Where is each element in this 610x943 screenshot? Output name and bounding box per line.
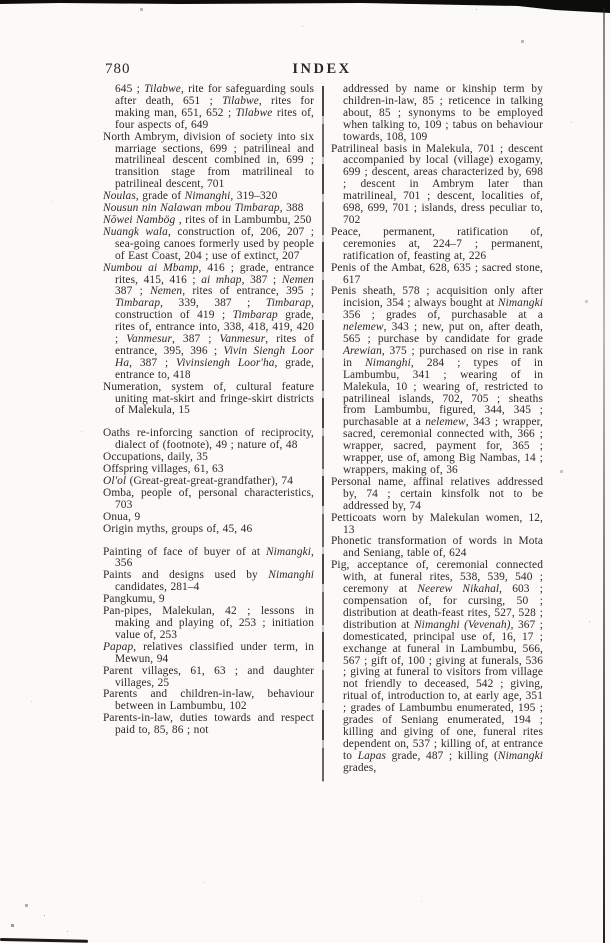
entry-term-italic: Nimanghi xyxy=(268,569,314,582)
entry-text: , relatives classified under term, in Mewun, 94 xyxy=(115,640,314,665)
entry-text: Penis of the Ambat, 628, 635 ; sacred stone, 617 xyxy=(331,261,543,286)
index-right-column xyxy=(331,84,543,775)
entry-term-italic: Timbarap xyxy=(232,309,278,322)
entry-text: grades, xyxy=(343,761,377,774)
index-entry xyxy=(103,547,314,571)
entry-text: , 387 ; xyxy=(129,356,177,369)
entry-term-italic: Nimangki xyxy=(497,749,543,762)
entry-text: rites of, four aspects of, 649 xyxy=(115,106,314,131)
entry-text: North Ambrym, division of society into six marriage sections, 699 ; patrilineal and matrilineal descent combined in, 699 ; transition stage from matrilineal to patrilineal descent, 701 xyxy=(103,130,314,191)
entry-text: Patrilineal basis in Malekula, 701 ; descent accompanied by local (village) exogamy, 699 ; descent, areas characterized by, 698 ; descent in Ambrym later than matrilineal, 701 ; descent, localities of, 698, 699, 701 ; islands, dress peculiar to, 702 xyxy=(331,142,543,226)
index-entry xyxy=(103,524,314,536)
index-entry xyxy=(331,263,543,287)
entry-text: Parent villages, 61, 63 ; and daughter villages, 25 xyxy=(103,664,314,689)
entry-term-italic: Lapas xyxy=(357,749,387,762)
index-entry xyxy=(331,84,543,144)
entry-text: Origin myths, groups of, 45, 46 xyxy=(103,522,253,535)
entry-text: Parents and children-in-law, behaviour between in Lambumbu, 102 xyxy=(103,688,314,713)
entry-term-italic: nelemew xyxy=(343,321,384,334)
index-entry xyxy=(103,689,314,713)
entry-text: Parents-in-law, duties towards and respect paid to, 85, 86 ; not xyxy=(103,712,314,737)
index-entry xyxy=(103,428,314,452)
entry-text: , rites of in Lambumbu, 250 xyxy=(175,213,312,226)
entry-text: candidates, 281–4 xyxy=(115,581,200,594)
entry-text: , rites of entrance, 395 ; xyxy=(182,285,314,298)
entry-term-italic: Nousun nin Nalawan mbou Timbarap xyxy=(103,202,280,215)
entry-term-italic: Vivinsiengh Loor'ha xyxy=(176,356,275,369)
entry-text: Phonetic transformation of words in Mota and Seniang, table of, 624 xyxy=(331,535,543,560)
entry-text: Petticoats worn by Malekulan women, 12, 13 xyxy=(331,511,543,536)
entry-text: , 603 ; compensation of, for cursing, 50 ; distribution at death-feast rites, 527, 528 ; distribution at xyxy=(343,583,543,631)
entry-text: , 388 xyxy=(279,202,304,215)
entry-text: Personal name, affinal relatives addressed by, 74 ; certain kinsfolk not to be addressed by, 74 xyxy=(331,475,543,512)
index-entry xyxy=(103,382,314,418)
entry-text: 645 ; xyxy=(115,83,145,95)
entry-term-italic: Numbou ai Mbamp xyxy=(103,261,199,274)
page-number: 780 xyxy=(105,61,131,77)
entry-text: Paints and designs used by xyxy=(103,569,269,582)
entry-text: , grade, entrance to, 418 xyxy=(115,356,315,381)
entry-text: , 375 ; purchased on rise in rank in xyxy=(343,344,543,369)
scan-edge-top-artifact xyxy=(0,0,610,14)
entry-text: , rites for making man, 651, 652 ; xyxy=(115,94,314,119)
entry-term-italic: ai mhap xyxy=(201,273,242,286)
entry-term-italic: Tilabwe xyxy=(222,94,259,107)
entry-term-italic: Nimangki xyxy=(265,545,312,558)
header-title: INDEX xyxy=(292,61,352,77)
entry-text: , rite for safeguarding souls after death, 651 ; xyxy=(115,83,314,107)
entry-text: , 387 ; xyxy=(241,273,282,286)
index-entry xyxy=(103,642,314,666)
entry-text: , construction of 419 ; xyxy=(115,297,314,322)
index-entry xyxy=(103,570,314,594)
entry-text: (Great-great-great-grandfather), 74 xyxy=(126,475,294,487)
entry-text: Pig, acceptance of, ceremonial connected with, at funeral rites, 538, 539, 540 ; ceremony at xyxy=(331,559,543,596)
entry-text: , grade of xyxy=(135,190,185,203)
entry-term-italic: Tilabwe xyxy=(144,83,181,95)
entry-term-italic: Nimanghi xyxy=(184,190,231,203)
index-entry xyxy=(103,263,314,382)
entry-term-italic: Nemen xyxy=(281,273,314,286)
scan-noise-specks xyxy=(0,0,1,1)
scan-edge-right-artifact xyxy=(603,8,605,943)
entry-term-italic: Tilabwe xyxy=(235,106,273,119)
index-entry xyxy=(331,513,543,537)
entry-text: , 356 xyxy=(115,545,314,570)
index-entry xyxy=(331,144,543,227)
entry-text: grade, rites of, entrance into, 338, 418, 419, 420 ; xyxy=(115,309,314,346)
entry-text: Peace, permanent, ratification of, ceremonies at, 224–7 ; permanent, ratification of, feasting at, 226 xyxy=(331,225,543,262)
entry-term-italic: Nimanghi (Vevenah) xyxy=(413,618,511,631)
index-left-column xyxy=(103,84,314,737)
entry-text: , 343 ; wrapper, sacred, ceremonial connected with, 366 ; wrapper, sacred, payment for, 365 ; wrapper, use of, among Big Nambas, 14 ; wrappers, making of, 36 xyxy=(343,416,543,476)
index-entry xyxy=(103,713,314,737)
entry-text: , 367 ; domesticated, principal use of, 16, 17 ; exchange at funeral in Lambumbu, 566, 567 ; gift of, 100 ; giving at funerals, 536 ; giving at funeral to visitors from village not friendly to deceased, 542 ; giving, ritual of, introduction to, at early age, 351 ; grades of Lambumbu enumerated, 195 ; grades of Seniang enumerated, 194 ; killing and giving of one, funeral rites dependent on, 537 ; killing of, at entrance to xyxy=(343,618,544,762)
entry-text: 356 ; grades of, purchasable at a xyxy=(343,309,543,322)
entry-text: Offspring villages, 61, 63 xyxy=(103,463,224,476)
entry-text: , 319–320 xyxy=(230,190,278,203)
entry-term-italic: Ol'ol xyxy=(103,475,127,487)
index-entry xyxy=(331,536,543,560)
index-entry xyxy=(103,227,314,263)
entry-text: , rites of entrance, 395, 396 ; xyxy=(115,333,314,357)
entry-text: Pan-pipes, Malekulan, 42 ; lessons in making and playing of, 253 ; initiation value of, 253 xyxy=(103,605,314,641)
entry-term-italic: Neerew Nikahal xyxy=(417,583,500,596)
index-entry xyxy=(103,132,314,192)
entry-text: addressed by name or kinship term by children-in-law, 85 ; reticence in talking about, 85 ; synonyms to be employed when talking to, 109 ; tabus on behaviour towards, 108, 109 xyxy=(343,83,543,143)
entry-text: , construction of, 206, 207 ; sea-going canoes formerly used by people of East Coast, 204 ; use of extinct, 207 xyxy=(115,225,314,262)
entry-text: , 387 ; xyxy=(171,333,220,346)
entry-term-italic: nelemew xyxy=(425,416,466,429)
index-entry xyxy=(331,286,543,477)
entry-text: Oaths re-inforcing sanction of reciprocity, dialect of (footnote), 49 ; nature of, 48 xyxy=(103,427,314,452)
index-entry xyxy=(103,488,314,512)
entry-term-italic: Vivin Siengh Loor Ha xyxy=(115,344,314,369)
entry-term-italic: Timbarap xyxy=(265,297,312,310)
entry-text: Penis sheath, 578 ; acquisition only after incision, 354 ; always bought at xyxy=(331,285,543,310)
entry-text: grade, 487 ; killing ( xyxy=(386,749,498,762)
entry-text: Painting of face of buyer of at xyxy=(103,545,266,558)
index-entry xyxy=(103,606,314,642)
entry-term-italic: Vanmesur xyxy=(219,333,266,346)
scan-edge-bottom-artifact xyxy=(0,938,88,943)
entry-text: Numeration, system of, cultural feature uniting mat-skirt and fringe-skirt districts of Malekula, 15 xyxy=(103,380,314,417)
entry-text: , 343 ; new, put on, after death, 565 ; purchase by candidate for grade xyxy=(343,321,543,346)
entry-text: Omba, people of, personal characteristics, 703 xyxy=(103,486,314,511)
entry-text: Occupations, daily, 35 xyxy=(103,451,208,464)
index-entry xyxy=(331,560,543,774)
index-entry xyxy=(103,666,314,690)
entry-term-italic: Arewian xyxy=(343,344,382,357)
entry-term-italic: Nimangki xyxy=(497,297,543,310)
entry-text: , 339, 387 ; xyxy=(160,297,266,310)
column-divider-rule xyxy=(322,86,324,782)
entry-term-italic: Nuangk wala xyxy=(103,225,168,238)
entry-term-italic: Nōwei Nambög xyxy=(103,213,176,226)
entry-text: Pangkumu, 9 xyxy=(103,593,165,606)
entry-term-italic: Vanmesur xyxy=(126,333,172,346)
entry-term-italic: Timbarap xyxy=(115,297,161,310)
index-entry xyxy=(103,84,314,132)
entry-term-italic: Nimanghi xyxy=(365,356,411,369)
entry-term-italic: Noulas xyxy=(103,190,136,203)
index-entry xyxy=(331,477,543,513)
entry-text: 387 ; xyxy=(115,285,151,298)
entry-text: , 284 ; types of in Lambumbu, 341 ; wearing of in Malekula, 10 ; wearing of, restricted to patrilineal islands, 702, 705 ; sheaths from Lambumbu, figured, 344, 345 ; purchasable at a xyxy=(343,356,543,429)
entry-term-italic: Nemen xyxy=(150,285,183,298)
entry-term-italic: Papap xyxy=(103,640,134,653)
index-entry xyxy=(331,227,543,263)
entry-text: , 416 ; grade, entrance rites, 415, 416 ; xyxy=(115,261,314,286)
entry-text: Onua, 9 xyxy=(103,510,141,523)
